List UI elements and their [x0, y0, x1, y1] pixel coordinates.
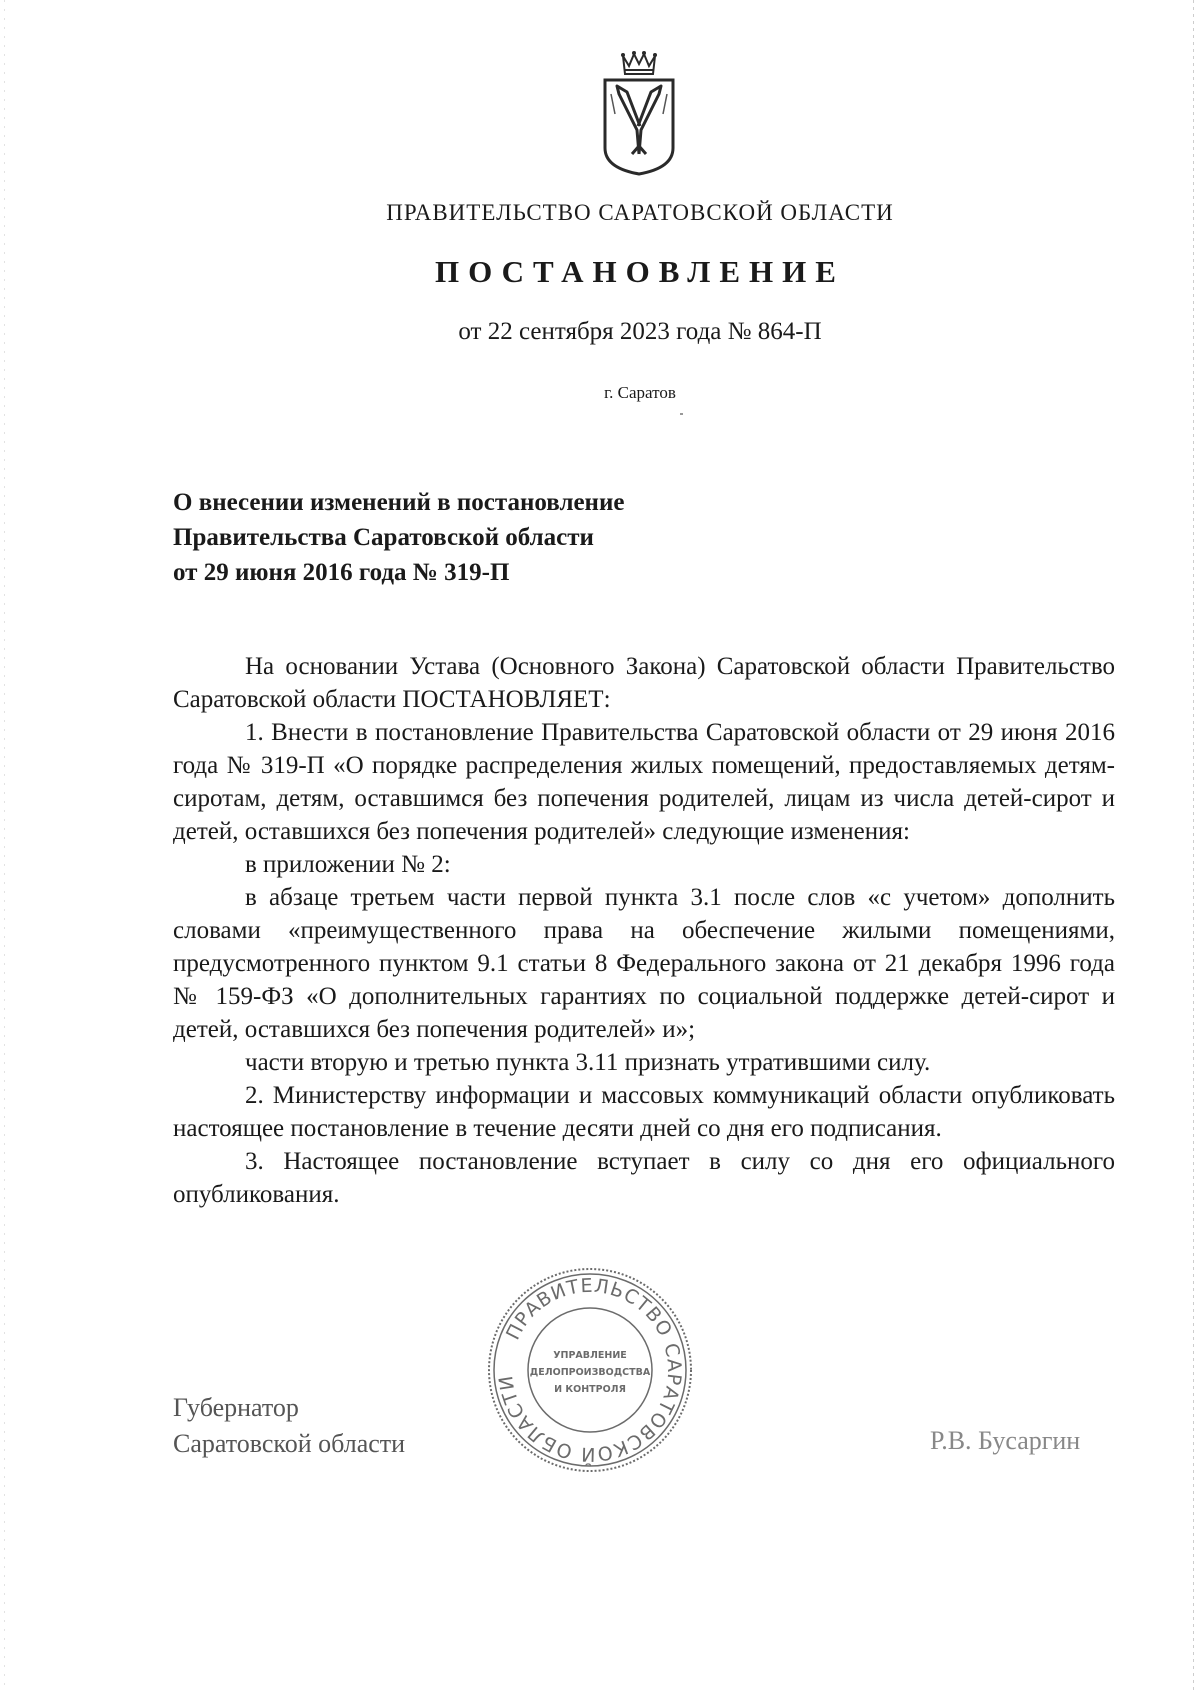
subject-line: Правительства Саратовской области — [173, 524, 594, 551]
body-paragraph: 1. Внести в постановление Правительства Саратовской области от 29 июня 2016 года № 319-П «О порядке распределения жилых помещений, предоставляемых детям-сиротам, детям, оставшимся без попечения родителей, лицам из числа детей-сирот и детей, оставшихся без попечения родителей» следующие изменения: — [173, 719, 1115, 845]
document-type-title: ПОСТАНОВЛЕНИЕ — [435, 254, 845, 289]
body-paragraph: в абзаце третьем части первой пункта 3.1 после слов «с учетом» дополнить словами «преимущественного права на обеспечение жилыми помещениями, предусмотренного пунктом 9.1 статьи 8 Федерального закона от 21 декабря 1996 года № 159-ФЗ «О дополнительных гарантиях по социальной поддержке детей-сирот и детей, оставшихся без попечения родителей» и»; — [173, 884, 1115, 1043]
document-subject — [173, 485, 624, 590]
svg-text:ПРАВИТЕЛЬСТВО САРАТОВСКОЙ ОБЛА: ПРАВИТЕЛЬСТВО САРАТОВСКОЙ ОБЛАСТИ — [494, 1274, 686, 1466]
body-paragraph: 3. Настоящее постановление вступает в силу со дня его официального опубликования. — [173, 1148, 1115, 1208]
scan-artifact-dot — [680, 413, 683, 415]
body-paragraph: части вторую и третью пункта 3.11 признать утратившими силу. — [245, 1049, 931, 1076]
signatory-title-line: Саратовской области — [173, 1429, 406, 1458]
body-paragraph: На основании Устава (Основного Закона) Саратовской области Правительство Саратовской области ПОСТАНОВЛЯЕТ: — [173, 653, 1115, 713]
svg-text:И КОНТРОЛЯ: И КОНТРОЛЯ — [554, 1384, 626, 1395]
signatory-title — [173, 1390, 405, 1462]
signatory-name: Р.В. Бусаргин — [930, 1426, 1081, 1455]
svg-text:УПРАВЛЕНИЕ: УПРАВЛЕНИЕ — [553, 1350, 627, 1361]
body-paragraph: в приложении № 2: — [245, 851, 451, 878]
svg-text:ДЕЛОПРОИЗВОДСТВА: ДЕЛОПРОИЗВОДСТВА — [529, 1367, 651, 1378]
signatory-title-line: Губернатор — [173, 1393, 299, 1422]
subject-line: от 29 июня 2016 года № 319-П — [173, 559, 510, 586]
body-paragraph: 2. Министерству информации и массовых коммуникаций области опубликовать настоящее постановление в течение десяти дней со дня его подписания. — [173, 1082, 1115, 1142]
coat-of-arms-emblem — [597, 50, 681, 178]
official-seal-stamp — [485, 1265, 695, 1475]
organization-name: ПРАВИТЕЛЬСТВО САРАТОВСКОЙ ОБЛАСТИ — [386, 200, 894, 225]
subject-line: О внесении изменений в постановление — [173, 489, 625, 516]
document-body — [173, 650, 1115, 1211]
document-city: г. Саратов — [604, 383, 676, 402]
document-date-number: от 22 сентября 2023 года № 864-П — [458, 318, 822, 345]
